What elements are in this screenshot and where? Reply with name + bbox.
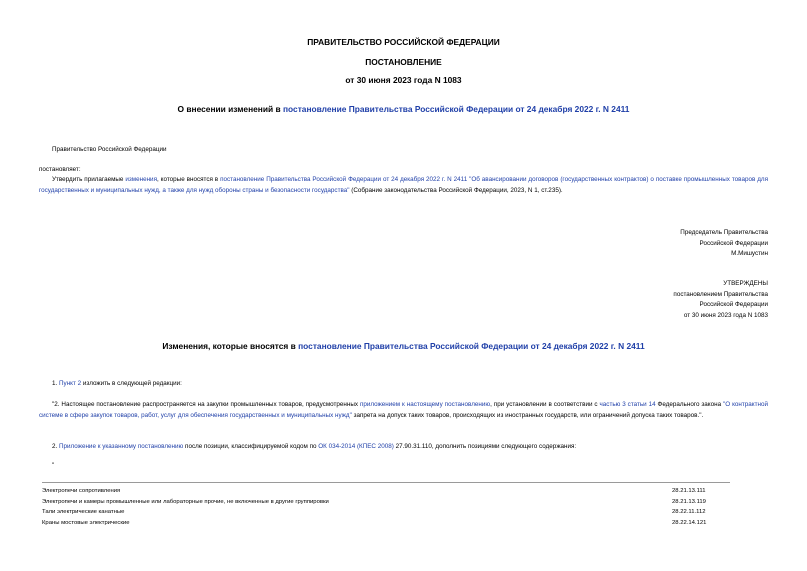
item-1 bbox=[52, 379, 182, 390]
doc-type-heading: ПОСТАНОВЛЕНИЕ bbox=[365, 57, 442, 67]
signature-line-1: Председатель Правительства bbox=[680, 229, 768, 236]
clause-2-link[interactable]: Пункт 2 bbox=[59, 380, 82, 387]
okpd-link[interactable]: ОК 034-2014 (КПЕС 2008) bbox=[318, 443, 394, 450]
table-row bbox=[42, 518, 732, 529]
item-1-number: 1. bbox=[52, 380, 60, 387]
decrees-line: постановляет: bbox=[39, 166, 81, 173]
table-cell-name: Электропечи и камеры промышленные или лабораторные прочие, не включенные в другие группировки bbox=[42, 498, 329, 505]
federal-law-link[interactable]: "О контрактной системе в сфере закупок товаров, работ, услуг для обеспечения государственных и муниципальных нужд" bbox=[39, 401, 768, 419]
p1-text-c: (Собрание законодательства Российской Федерации, 2023, N 1, ст.235). bbox=[349, 186, 563, 194]
item-2-text-a: после позиции, классифицируемой кодом по bbox=[183, 443, 319, 450]
document-title bbox=[0, 104, 807, 114]
approved-line-2: постановлением Правительства bbox=[673, 290, 768, 298]
decree-2411-link[interactable]: постановление Правительства Российской Федерации от 24 декабря 2022 г. N 2411 "Об авансировании договоров (государственных контрактов) о поставке промышленных товаров для государственных и муниципальных нужд, а также для нужд обороны страны и безопасности государства" bbox=[39, 176, 768, 194]
changes-link[interactable]: изменения bbox=[125, 176, 157, 183]
appendix-decree-link[interactable]: Приложение к указанному постановлению bbox=[59, 443, 184, 450]
item-1-text: изложить в следующей редакции: bbox=[81, 380, 182, 387]
table-row bbox=[42, 507, 732, 518]
signature-line-2: Российской Федерации bbox=[699, 239, 768, 247]
table-cell-code: 28.21.13.119 bbox=[672, 498, 706, 505]
changes-title-prefix: Изменения, которые вносятся в bbox=[162, 341, 299, 351]
changes-title-link[interactable]: постановление Правительства Российской Федерации от 24 декабря 2022 г. N 2411 bbox=[298, 341, 645, 351]
quote-text-c: Федерального закона bbox=[655, 401, 724, 408]
title-prefix: О внесении изменений в bbox=[177, 104, 283, 114]
quote-text-a: "2. Настоящее постановление распространяется на закупки промышленных товаров, предусмотренных bbox=[52, 401, 360, 408]
p1-text-b: , которые вносятся в bbox=[156, 176, 221, 183]
item-2 bbox=[52, 442, 576, 453]
signature-line-3: М.Мишустин bbox=[731, 250, 768, 257]
approved-line-4: от 30 июня 2023 года N 1083 bbox=[683, 311, 768, 319]
p1-text-a: Утвердить прилагаемые bbox=[52, 176, 126, 183]
date-heading: от 30 июня 2023 года N 1083 bbox=[345, 75, 462, 85]
table-cell-code: 28.22.14.121 bbox=[672, 519, 707, 526]
title-link[interactable]: постановление Правительства Российской Федерации от 24 декабря 2022 г. N 2411 bbox=[282, 104, 630, 114]
quote-text-b: , при установлении в соответствии с bbox=[490, 401, 600, 408]
positions-table bbox=[42, 486, 732, 528]
government-line: Правительство Российской Федерации bbox=[52, 146, 167, 153]
table-cell-name: Тали электрические канатные bbox=[42, 509, 125, 516]
table-top-rule bbox=[42, 482, 730, 483]
approved-block bbox=[673, 279, 768, 321]
appendix-link[interactable]: приложением к настоящему постановлению bbox=[359, 401, 491, 408]
table-cell-code: 28.22.11.112 bbox=[672, 509, 706, 516]
table-row bbox=[42, 497, 732, 508]
table-row bbox=[42, 486, 732, 497]
table-cell-name: Краны мостовые электрические bbox=[42, 519, 130, 526]
item-2-text-b: 27.90.31.110, дополнить позициями следующего содержания: bbox=[393, 443, 577, 450]
org-heading: ПРАВИТЕЛЬСТВО РОССИЙСКОЙ ФЕДЕРАЦИИ bbox=[307, 37, 500, 47]
opening-quote: " bbox=[52, 462, 55, 469]
paragraph-approve bbox=[39, 175, 768, 196]
quote-text-d: запрета на допуск таких товаров, происходящих из иностранных государств, или ограничений допуска таких товаров.". bbox=[351, 411, 704, 419]
quoted-paragraph bbox=[39, 400, 768, 421]
signature-block bbox=[680, 228, 768, 260]
approved-line-3: Российской Федерации bbox=[699, 301, 768, 308]
changes-title bbox=[0, 341, 807, 351]
table-cell-code: 28.21.13.111 bbox=[672, 488, 706, 495]
table-cell-name: Электропечи сопротивления bbox=[42, 488, 121, 495]
item-2-number: 2. bbox=[52, 443, 60, 450]
approved-line-1: УТВЕРЖДЕНЫ bbox=[723, 280, 768, 287]
article-14-link[interactable]: частью 3 статьи 14 bbox=[599, 401, 656, 408]
